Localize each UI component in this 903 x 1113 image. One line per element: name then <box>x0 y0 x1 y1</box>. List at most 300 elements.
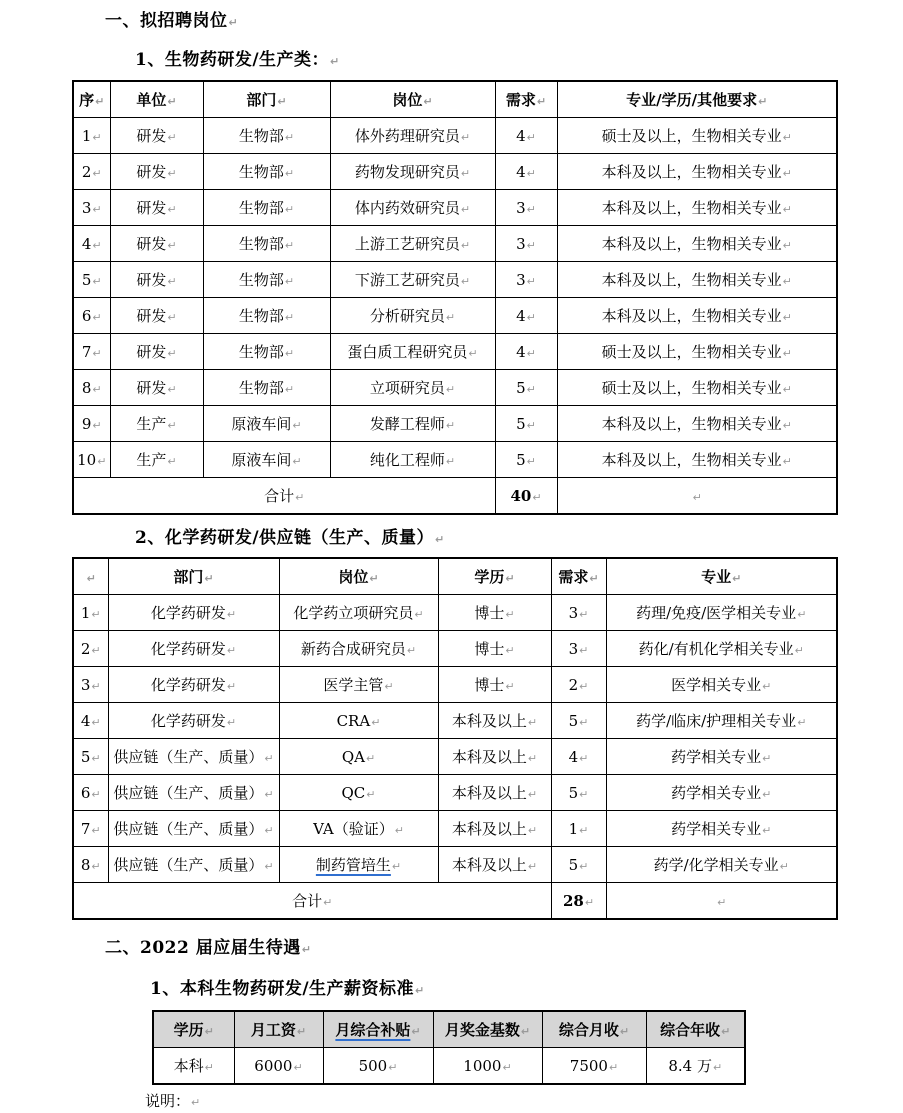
paragraph-mark-icon: ↵ <box>284 275 295 288</box>
paragraph-mark-icon: ↵ <box>445 455 456 468</box>
paragraph-mark-icon: ↵ <box>460 131 471 144</box>
section-heading-recruit-positions <box>105 0 903 35</box>
header-cell <box>438 558 551 595</box>
paragraph-mark-icon: ↵ <box>619 1025 630 1038</box>
header-cell <box>606 558 837 595</box>
paragraph-mark-icon: ↵ <box>579 859 589 873</box>
cell-text: 序 <box>79 91 95 109</box>
cell-text: 发酵工程师 <box>369 415 445 433</box>
table-cell <box>557 334 837 370</box>
header-cell <box>203 81 330 118</box>
header-cell <box>557 81 837 118</box>
table-cell <box>557 406 837 442</box>
table-row <box>73 298 837 334</box>
header-cell <box>108 558 279 595</box>
cell-text: 3 <box>81 198 92 217</box>
total-row <box>73 883 837 920</box>
table-cell <box>108 631 279 667</box>
table-cell <box>495 406 557 442</box>
paragraph-mark-icon: ↵ <box>782 311 792 324</box>
subheading-chem-category <box>135 526 903 552</box>
cell-text: 4 <box>516 126 526 145</box>
table-row <box>73 406 837 442</box>
header-cell <box>495 81 557 118</box>
cell-text: 原液车间 <box>231 451 292 469</box>
total-value-cell <box>495 478 557 515</box>
table-cell <box>606 667 837 703</box>
table-cell <box>153 1048 234 1085</box>
table-cell <box>279 847 438 883</box>
paragraph-mark-icon: ↵ <box>204 1061 214 1074</box>
table-cell <box>495 190 557 226</box>
paragraph-mark-icon: ↵ <box>91 643 101 657</box>
cell-text: 8 <box>81 378 92 397</box>
cell-text: 4 <box>81 234 92 253</box>
paragraph-mark-icon: ↵ <box>527 788 538 801</box>
table-cell <box>279 703 438 739</box>
cell-text: 化学药研发 <box>150 604 226 622</box>
table-cell <box>108 703 279 739</box>
cell-text: 5 <box>80 747 91 766</box>
paragraph-mark-icon: ↵ <box>228 16 239 29</box>
paragraph-mark-icon: ↵ <box>92 130 102 144</box>
table-cell <box>73 811 108 847</box>
table-cell <box>438 703 551 739</box>
paragraph-mark-icon: ↵ <box>505 608 515 621</box>
chem-rnd-supplychain-table <box>72 557 838 920</box>
table-cell <box>73 739 108 775</box>
cell-text: 药理/免疫/医学相关专业 <box>636 604 797 622</box>
paragraph-mark-icon: ↵ <box>284 383 295 396</box>
paragraph-mark-icon: ↵ <box>762 788 772 801</box>
header-cell <box>542 1011 646 1048</box>
header-row <box>153 1011 745 1048</box>
cell-text: 7 <box>80 819 91 838</box>
table-row <box>73 667 837 703</box>
cell-text: 研发 <box>136 127 167 145</box>
table-cell <box>203 370 330 406</box>
cell-text: 5 <box>568 783 579 802</box>
cell-text: 药学/化学相关专业 <box>653 856 779 874</box>
table-cell <box>557 154 837 190</box>
table-cell <box>73 118 110 154</box>
table-row <box>73 442 837 478</box>
cell-text: 3 <box>568 603 579 622</box>
cell-text: 3 <box>516 234 526 253</box>
paragraph-mark-icon: ↵ <box>284 131 295 144</box>
table-cell <box>438 847 551 883</box>
paragraph-mark-icon: ↵ <box>782 383 792 396</box>
table-row <box>73 631 837 667</box>
heading-text: 2、化学药研发/供应链（生产、质量） <box>135 528 435 548</box>
paragraph-mark-icon: ↵ <box>579 679 589 693</box>
cell-text: 1 <box>80 603 91 622</box>
paragraph-mark-icon: ↵ <box>284 203 295 216</box>
table-cell <box>606 631 837 667</box>
paragraph-mark-icon: ↵ <box>782 167 792 180</box>
cell-text: 学历 <box>173 1021 204 1039</box>
cell-text: 药学相关专业 <box>671 748 762 766</box>
cell-text: 2 <box>568 675 579 694</box>
table-cell <box>234 1048 323 1085</box>
paragraph-mark-icon: ↵ <box>445 419 456 432</box>
cell-text: 本科及以上 <box>451 712 527 730</box>
empty-cell <box>606 883 837 920</box>
paragraph-mark-icon: ↵ <box>167 419 177 432</box>
table-cell <box>330 262 495 298</box>
paragraph-mark-icon: ↵ <box>527 752 538 765</box>
paragraph-mark-icon: ↵ <box>579 751 589 765</box>
paragraph-mark-icon: ↵ <box>435 533 445 546</box>
salary-standard-table <box>152 1010 746 1085</box>
table-cell <box>606 847 837 883</box>
table-cell <box>551 703 606 739</box>
paragraph-mark-icon: ↵ <box>365 751 376 765</box>
table-cell <box>557 190 837 226</box>
cell-text: 本科及以上，生物相关专业 <box>601 307 782 325</box>
cell-text: 上游工艺研究员 <box>354 235 460 253</box>
cell-text: 4 <box>516 342 526 361</box>
table-cell <box>330 226 495 262</box>
cell-text: 8 <box>80 855 91 874</box>
table-cell <box>110 406 203 442</box>
paragraph-mark-icon: ↵ <box>526 346 536 360</box>
table-row <box>73 334 837 370</box>
cell-text: 蛋白质工程研究员 <box>347 343 468 361</box>
paragraph-mark-icon: ↵ <box>411 1025 421 1038</box>
paragraph-mark-icon: ↵ <box>384 680 394 693</box>
cell-text: 研发 <box>136 343 167 361</box>
cell-text: QC <box>341 783 366 802</box>
paragraph-mark-icon: ↵ <box>762 824 772 837</box>
paragraph-mark-icon: ↵ <box>167 167 177 180</box>
table-cell <box>330 334 495 370</box>
header-cell <box>433 1011 542 1048</box>
paragraph-mark-icon: ↵ <box>264 752 274 765</box>
cell-text: 需求 <box>505 91 536 109</box>
paragraph-mark-icon: ↵ <box>92 418 102 432</box>
cell-text: 月综合补贴 <box>335 1021 411 1039</box>
paragraph-mark-icon: ↵ <box>388 1060 398 1074</box>
cell-text: 生物部 <box>238 307 284 325</box>
cell-text: 药学相关专业 <box>671 820 762 838</box>
table-cell <box>433 1048 542 1085</box>
paragraph-mark-icon: ↵ <box>295 491 305 504</box>
table-cell <box>110 190 203 226</box>
note-label <box>145 1091 903 1113</box>
cell-text: 6000 <box>254 1056 293 1075</box>
total-label-cell <box>73 478 495 515</box>
paragraph-mark-icon: ↵ <box>584 895 595 909</box>
cell-text: 立项研究员 <box>369 379 445 397</box>
cell-text: 本科 <box>173 1057 204 1075</box>
table-cell <box>108 775 279 811</box>
table-cell <box>606 595 837 631</box>
total-row <box>73 478 837 515</box>
cell-text: 合计 <box>292 892 323 910</box>
table-cell <box>203 406 330 442</box>
paragraph-mark-icon: ↵ <box>391 860 402 873</box>
cell-text: 本科及以上，生物相关专业 <box>601 235 782 253</box>
table-cell <box>73 298 110 334</box>
paragraph-mark-icon: ↵ <box>301 943 312 956</box>
cell-text: 化学药研发 <box>150 640 226 658</box>
table-cell <box>108 595 279 631</box>
header-cell <box>330 81 495 118</box>
table-cell <box>73 667 108 703</box>
paragraph-mark-icon: ↵ <box>284 167 295 180</box>
table-cell <box>330 190 495 226</box>
cell-text: 新药合成研究员 <box>300 640 406 658</box>
cell-text: 体外药理研究员 <box>354 127 460 145</box>
paragraph-mark-icon: ↵ <box>264 860 274 873</box>
cell-text: 3 <box>516 198 526 217</box>
table-cell <box>73 190 110 226</box>
paragraph-mark-icon: ↵ <box>92 274 102 288</box>
cell-text: 5 <box>81 270 92 289</box>
cell-text: 4 <box>568 747 579 766</box>
paragraph-mark-icon: ↵ <box>167 383 177 396</box>
table-row <box>73 847 837 883</box>
cell-text: 专业 <box>701 568 732 586</box>
table-row <box>73 739 837 775</box>
cell-text: 7 <box>81 342 92 361</box>
paragraph-mark-icon: ↵ <box>406 644 417 657</box>
cell-text: 9 <box>81 414 92 433</box>
paragraph-mark-icon: ↵ <box>782 275 792 288</box>
table-cell <box>73 847 108 883</box>
cell-text: 岗位 <box>392 91 423 109</box>
cell-text: 需求 <box>558 568 589 586</box>
table-row <box>73 703 837 739</box>
table-cell <box>110 262 203 298</box>
paragraph-mark-icon: ↵ <box>284 347 295 360</box>
cell-text: 本科及以上，生物相关专业 <box>601 199 782 217</box>
cell-text: 综合年收 <box>660 1021 721 1039</box>
paragraph-mark-icon: ↵ <box>502 1060 512 1074</box>
paragraph-mark-icon: ↵ <box>284 239 295 252</box>
table-cell <box>279 811 438 847</box>
cell-text: 28 <box>562 891 584 910</box>
cell-text: 3 <box>568 639 579 658</box>
paragraph-mark-icon: ↵ <box>296 1025 307 1038</box>
paragraph-mark-icon: ↵ <box>167 455 177 468</box>
paragraph-mark-icon: ↵ <box>460 275 471 288</box>
cell-text: 博士 <box>474 640 505 658</box>
table-cell <box>110 226 203 262</box>
table-cell <box>438 811 551 847</box>
table-cell <box>438 739 551 775</box>
paragraph-mark-icon: ↵ <box>520 1025 531 1038</box>
cell-text: 6 <box>81 306 92 325</box>
cell-text: 生产 <box>136 415 167 433</box>
paragraph-mark-icon: ↵ <box>330 55 340 68</box>
paragraph-mark-icon: ↵ <box>394 824 404 837</box>
paragraph-mark-icon: ↵ <box>204 1025 214 1038</box>
total-value-cell <box>551 883 606 920</box>
table-cell <box>73 154 110 190</box>
cell-text: 医学相关专业 <box>671 676 762 694</box>
table-cell <box>495 298 557 334</box>
cell-text: 药化/有机化学相关专业 <box>638 640 794 658</box>
paragraph-mark-icon: ↵ <box>717 895 727 909</box>
table-cell <box>557 298 837 334</box>
cell-text: 化学药研发 <box>150 676 226 694</box>
paragraph-mark-icon: ↵ <box>226 716 237 729</box>
cell-text: 本科及以上，生物相关专业 <box>601 451 782 469</box>
table-cell <box>557 442 837 478</box>
table-cell <box>279 595 438 631</box>
table-cell <box>557 370 837 406</box>
paragraph-mark-icon: ↵ <box>191 1096 201 1109</box>
cell-text: 月工资 <box>250 1021 296 1039</box>
table-cell <box>551 595 606 631</box>
paragraph-mark-icon: ↵ <box>712 1061 723 1074</box>
paragraph-mark-icon: ↵ <box>97 454 107 468</box>
paragraph-mark-icon: ↵ <box>782 203 792 216</box>
table-row <box>73 226 837 262</box>
table-cell <box>203 118 330 154</box>
cell-text: 研发 <box>136 199 167 217</box>
table-cell <box>542 1048 646 1085</box>
cell-text: 生物部 <box>238 271 284 289</box>
paragraph-mark-icon: ↵ <box>526 166 536 180</box>
paragraph-mark-icon: ↵ <box>92 238 102 252</box>
table-cell <box>73 262 110 298</box>
table-cell <box>330 370 495 406</box>
paragraph-mark-icon: ↵ <box>779 860 789 873</box>
paragraph-mark-icon: ↵ <box>167 131 177 144</box>
table-cell <box>203 190 330 226</box>
paragraph-mark-icon: ↵ <box>527 860 538 873</box>
paragraph-mark-icon: ↵ <box>782 455 792 468</box>
table-cell <box>438 595 551 631</box>
cell-text: 药学/临床/护理相关专业 <box>636 712 797 730</box>
cell-text: 本科及以上 <box>451 820 527 838</box>
table-cell <box>108 667 279 703</box>
cell-text: 制药管培生 <box>315 856 391 874</box>
cell-text: 生物部 <box>238 163 284 181</box>
section-heading-2022-treatment <box>105 936 903 962</box>
cell-text: 5 <box>516 378 526 397</box>
table-row <box>153 1048 745 1085</box>
table-cell <box>203 154 330 190</box>
header-cell <box>110 81 203 118</box>
cell-text: 生物部 <box>238 199 284 217</box>
table-cell <box>279 631 438 667</box>
table-cell <box>73 442 110 478</box>
paragraph-mark-icon: ↵ <box>86 571 96 585</box>
paragraph-mark-icon: ↵ <box>721 1025 731 1038</box>
cell-text: 本科及以上 <box>451 748 527 766</box>
paragraph-mark-icon: ↵ <box>526 418 536 432</box>
table-row <box>73 262 837 298</box>
cell-text: 本科及以上，生物相关专业 <box>601 271 782 289</box>
table-cell <box>203 334 330 370</box>
cell-text: 硕士及以上，生物相关专业 <box>601 379 782 397</box>
cell-text: 研发 <box>136 379 167 397</box>
cell-text: 本科及以上 <box>451 856 527 874</box>
table-cell <box>438 631 551 667</box>
table-cell <box>330 118 495 154</box>
paragraph-mark-icon: ↵ <box>423 95 433 108</box>
paragraph-mark-icon: ↵ <box>167 239 177 252</box>
table-cell <box>73 775 108 811</box>
table-cell <box>551 739 606 775</box>
table-cell <box>330 154 495 190</box>
paragraph-mark-icon: ↵ <box>91 607 101 621</box>
paragraph-mark-icon: ↵ <box>527 716 538 729</box>
cell-text: 7500 <box>569 1056 608 1075</box>
cell-text: 3 <box>516 270 526 289</box>
paragraph-mark-icon: ↵ <box>532 490 542 504</box>
cell-text: 药学相关专业 <box>671 784 762 802</box>
table-row <box>73 190 837 226</box>
paragraph-mark-icon: ↵ <box>505 572 515 585</box>
paragraph-mark-icon: ↵ <box>371 715 381 729</box>
cell-text: 研发 <box>136 163 167 181</box>
paragraph-mark-icon: ↵ <box>460 203 471 216</box>
paragraph-mark-icon: ↵ <box>445 383 456 396</box>
paragraph-mark-icon: ↵ <box>732 572 742 585</box>
table-cell <box>73 370 110 406</box>
heading-text: 1、本科生物药研发/生产薪资标准 <box>150 979 415 999</box>
table-cell <box>557 262 837 298</box>
paragraph-mark-icon: ↵ <box>579 787 589 801</box>
table-cell <box>73 631 108 667</box>
table-row <box>73 811 837 847</box>
cell-text: 博士 <box>474 676 505 694</box>
paragraph-mark-icon: ↵ <box>526 130 536 144</box>
paragraph-mark-icon: ↵ <box>526 238 536 252</box>
table-cell <box>551 631 606 667</box>
cell-text: 本科及以上，生物相关专业 <box>601 163 782 181</box>
paragraph-mark-icon: ↵ <box>226 680 237 693</box>
table-cell <box>330 298 495 334</box>
paragraph-mark-icon: ↵ <box>264 788 274 801</box>
cell-text: 本科及以上 <box>451 784 527 802</box>
table-row <box>73 775 837 811</box>
cell-text: 供应链（生产、质量） <box>113 856 264 874</box>
subheading-salary-standard <box>150 977 903 1003</box>
paragraph-mark-icon: ↵ <box>782 347 792 360</box>
paragraph-mark-icon: ↵ <box>264 824 274 837</box>
table-cell <box>606 703 837 739</box>
table-cell <box>108 739 279 775</box>
cell-text: 研发 <box>136 271 167 289</box>
table-cell <box>495 334 557 370</box>
table-cell <box>551 847 606 883</box>
paragraph-mark-icon: ↵ <box>414 608 424 621</box>
table-cell <box>73 406 110 442</box>
paragraph-mark-icon: ↵ <box>91 859 101 873</box>
cell-text: 4 <box>516 306 526 325</box>
table-cell <box>73 595 108 631</box>
cell-text: 博士 <box>474 604 505 622</box>
header-cell <box>646 1011 745 1048</box>
paragraph-mark-icon: ↵ <box>226 608 237 621</box>
paragraph-mark-icon: ↵ <box>167 311 177 324</box>
table-cell <box>330 406 495 442</box>
paragraph-mark-icon: ↵ <box>782 239 792 252</box>
cell-text: 医学主管 <box>323 676 384 694</box>
cell-text: 3 <box>80 675 91 694</box>
paragraph-mark-icon: ↵ <box>782 131 792 144</box>
cell-text: 综合月收 <box>558 1021 619 1039</box>
cell-text: 2 <box>80 639 91 658</box>
paragraph-mark-icon: ↵ <box>284 311 295 324</box>
table-cell <box>203 262 330 298</box>
